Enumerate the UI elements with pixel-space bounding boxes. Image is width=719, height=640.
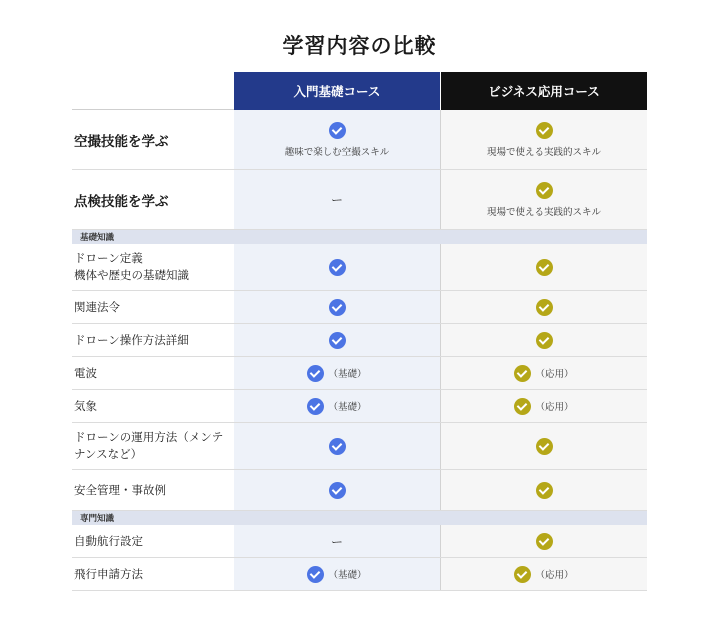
- check-circle-icon: [536, 299, 553, 316]
- dash-mark: ー: [330, 534, 343, 549]
- check-circle-icon: [329, 122, 346, 139]
- row-label: 空撮技能を学ぶ: [74, 133, 169, 150]
- row-label: [74, 250, 189, 284]
- section-header: [72, 230, 647, 244]
- header-empty-cell: [72, 72, 234, 110]
- check-circle-icon: [307, 398, 324, 415]
- table-row: [72, 558, 647, 591]
- check-circle-icon: [536, 438, 553, 455]
- table-row: [72, 170, 647, 230]
- table-header-row: [72, 72, 647, 110]
- table-row: [72, 423, 647, 470]
- row-label-text: ドローンの運用方法（メンテ ナンスなど）: [74, 430, 224, 461]
- check-circle-icon: [329, 438, 346, 455]
- row-label: 関連法令: [74, 299, 120, 314]
- check-circle-icon: [536, 122, 553, 139]
- row-label: 安全管理・事故例: [74, 482, 166, 497]
- row-label-text: ドローン定義 機体や歴史の基礎知識: [74, 251, 189, 282]
- table-row: [72, 244, 647, 291]
- level-note: （基礎）: [328, 570, 367, 581]
- level-note: （応用）: [535, 402, 574, 413]
- header-basic-course: 入門基礎コース: [234, 72, 440, 110]
- check-circle-icon: [307, 365, 324, 382]
- row-label: 自動航行設定: [74, 533, 143, 548]
- check-circle-icon: [536, 533, 553, 550]
- table-row: [72, 110, 647, 170]
- header-business-course: ビジネス応用コース: [440, 72, 647, 110]
- table-row: [72, 357, 647, 390]
- row-sub-text: 現場で使える実践的スキル: [487, 146, 601, 158]
- check-circle-icon: [536, 482, 553, 499]
- table-row: [72, 291, 647, 324]
- check-circle-icon: [329, 332, 346, 349]
- check-circle-icon: [514, 566, 531, 583]
- level-note: （応用）: [535, 369, 574, 380]
- row-label: 気象: [74, 398, 97, 413]
- page-title: 学習内容の比較: [282, 34, 437, 58]
- comparison-table: [72, 72, 647, 591]
- check-circle-icon: [329, 299, 346, 316]
- section-title: 基礎知識: [80, 233, 115, 243]
- level-note: （応用）: [535, 570, 574, 581]
- check-circle-icon: [536, 259, 553, 276]
- row-label: 飛行申請方法: [74, 566, 143, 581]
- table-row: [72, 390, 647, 423]
- row-label: ドローン操作方法詳細: [74, 332, 189, 347]
- table-row: [72, 525, 647, 558]
- check-circle-icon: [536, 182, 553, 199]
- row-label: 点検技能を学ぶ: [74, 193, 169, 210]
- table-row: [72, 470, 647, 511]
- level-note: （基礎）: [328, 402, 367, 413]
- check-circle-icon: [514, 398, 531, 415]
- check-circle-icon: [329, 482, 346, 499]
- check-circle-icon: [514, 365, 531, 382]
- row-label: [74, 429, 223, 463]
- row-sub-text: 現場で使える実践的スキル: [487, 206, 601, 218]
- section-header: [72, 511, 647, 525]
- level-note: （基礎）: [328, 369, 367, 380]
- table-row: [72, 324, 647, 357]
- dash-mark: ー: [330, 193, 343, 207]
- row-label: 電波: [74, 365, 97, 380]
- section-title: 専門知識: [80, 514, 115, 524]
- check-circle-icon: [307, 566, 324, 583]
- check-circle-icon: [329, 259, 346, 276]
- row-sub-text: 趣味で楽しむ空撮スキル: [284, 146, 390, 158]
- check-circle-icon: [536, 332, 553, 349]
